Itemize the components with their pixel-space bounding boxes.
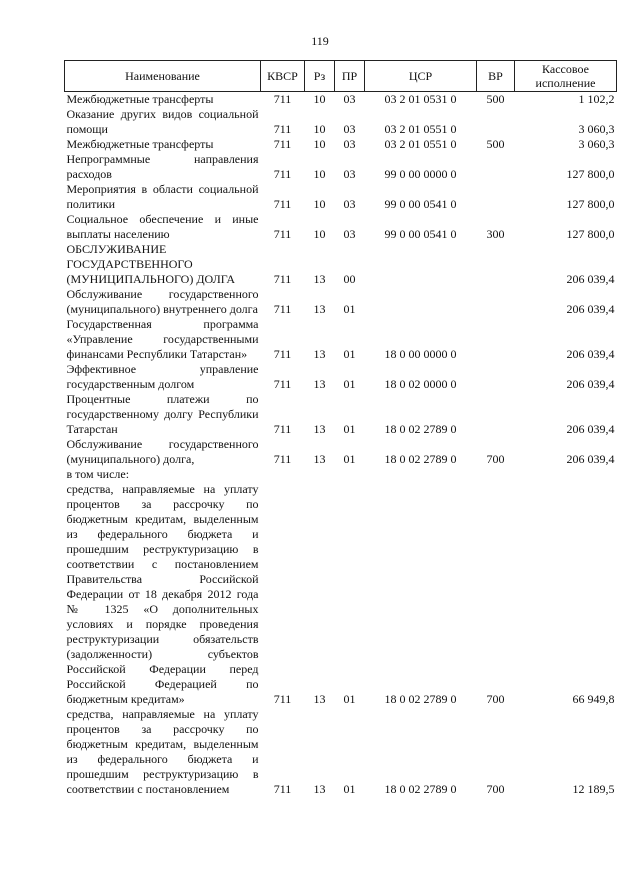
table-row bbox=[65, 152, 617, 182]
cell-name: Непрограммные направления расходов bbox=[66, 152, 259, 181]
header-kvsr: КВСР bbox=[261, 61, 305, 92]
cell-sum: 66 949,8 bbox=[572, 692, 615, 706]
cell-pr: 01 bbox=[343, 452, 356, 466]
cell-csr: 18 0 02 0000 0 bbox=[384, 377, 457, 391]
cell-csr bbox=[365, 242, 477, 287]
cell-rz: 13 bbox=[313, 692, 326, 706]
cell-kvsr: 711 bbox=[273, 227, 292, 241]
cell-rz: 13 bbox=[313, 272, 326, 286]
cell-csr: 18 0 02 2789 0 bbox=[384, 692, 457, 706]
cell-name: Межбюджетные трансферты bbox=[66, 137, 214, 151]
cell-csr bbox=[365, 467, 477, 482]
cell-pr: 03 bbox=[343, 122, 356, 136]
cell-vr bbox=[477, 287, 515, 317]
table-row bbox=[65, 137, 617, 152]
cell-pr: 03 bbox=[343, 227, 356, 241]
cell-vr bbox=[477, 182, 515, 212]
cell-rz: 10 bbox=[313, 167, 326, 181]
cell-pr bbox=[335, 467, 365, 482]
cell-pr: 01 bbox=[343, 692, 356, 706]
cell-sum: 12 189,5 bbox=[572, 782, 615, 796]
cell-name: Межбюджетные трансферты bbox=[66, 92, 214, 106]
cell-kvsr: 711 bbox=[273, 122, 292, 136]
table-row bbox=[65, 212, 617, 242]
table-row bbox=[65, 362, 617, 392]
cell-rz bbox=[305, 467, 335, 482]
header-pr: ПР bbox=[335, 61, 365, 92]
cell-name: Государственная программа «Управление государственными финансами Республики Татарстан» bbox=[66, 317, 259, 361]
table-header bbox=[65, 61, 617, 92]
cell-kvsr: 711 bbox=[273, 782, 292, 796]
cell-kvsr: 711 bbox=[273, 92, 292, 106]
header-sum: Кассовое исполнение bbox=[515, 61, 617, 92]
table-row bbox=[65, 107, 617, 137]
cell-pr: 01 bbox=[343, 422, 356, 436]
header-rz: Рз bbox=[305, 61, 335, 92]
cell-csr: 03 2 01 0551 0 bbox=[384, 122, 457, 136]
cell-kvsr: 711 bbox=[273, 272, 292, 286]
cell-csr: 18 0 02 2789 0 bbox=[384, 422, 457, 436]
cell-sum: 127 800,0 bbox=[566, 227, 615, 241]
cell-rz: 10 bbox=[313, 122, 326, 136]
cell-rz: 13 bbox=[313, 452, 326, 466]
cell-sum bbox=[515, 467, 617, 482]
cell-pr: 01 bbox=[343, 347, 356, 361]
table-row bbox=[65, 317, 617, 362]
cell-pr: 01 bbox=[343, 302, 356, 316]
header-vr: ВР bbox=[477, 61, 515, 92]
cell-name: Мероприятия в области социальной политики bbox=[66, 182, 259, 211]
cell-sum: 206 039,4 bbox=[566, 452, 615, 466]
cell-vr: 300 bbox=[486, 227, 505, 241]
cell-rz: 10 bbox=[313, 92, 326, 106]
cell-sum: 206 039,4 bbox=[566, 422, 615, 436]
cell-vr: 700 bbox=[486, 452, 505, 466]
cell-vr bbox=[477, 242, 515, 287]
cell-csr: 03 2 01 0531 0 bbox=[384, 92, 457, 106]
table-row bbox=[65, 467, 617, 482]
cell-csr: 99 0 00 0541 0 bbox=[384, 227, 457, 241]
cell-name: средства, направляемые на уплату процентов за рассрочку по бюджетным кредитам, выделенным из федерального бюджета и прошедшим реструктуризацию в соответствии с постановлением Правительства Российской Федерации от 18 декабря 2012 года № 1325 «О дополнительных условиях и порядке проведения реструктуризации обязательств (задолженности) субъектов Российской Федерации перед Российской Федерацией по бюджетным кредитам» bbox=[66, 482, 259, 706]
cell-kvsr: 711 bbox=[273, 302, 292, 316]
cell-kvsr: 711 bbox=[273, 167, 292, 181]
cell-csr bbox=[365, 287, 477, 317]
cell-vr bbox=[477, 107, 515, 137]
cell-name: средства, направляемые на уплату процентов за рассрочку по бюджетным кредитам, выделенным из федерального бюджета и прошедшим реструктуризацию в соответствии с постановлением bbox=[66, 707, 259, 796]
cell-kvsr: 711 bbox=[273, 422, 292, 436]
cell-vr: 700 bbox=[486, 782, 505, 796]
cell-vr bbox=[477, 362, 515, 392]
cell-vr bbox=[477, 152, 515, 182]
cell-sum: 206 039,4 bbox=[566, 377, 615, 391]
table-row bbox=[65, 707, 617, 797]
table-row bbox=[65, 242, 617, 287]
cell-vr bbox=[477, 317, 515, 362]
cell-rz: 13 bbox=[313, 347, 326, 361]
cell-name: в том числе: bbox=[66, 467, 130, 481]
cell-pr: 00 bbox=[343, 272, 356, 286]
cell-name: Процентные платежи по государственному долгу Республики Татарстан bbox=[66, 392, 259, 436]
cell-kvsr: 711 bbox=[273, 137, 292, 151]
cell-sum: 3 060,3 bbox=[578, 122, 615, 136]
cell-rz: 10 bbox=[313, 197, 326, 211]
table-row bbox=[65, 287, 617, 317]
cell-pr: 03 bbox=[343, 197, 356, 211]
cell-sum: 206 039,4 bbox=[566, 347, 615, 361]
cell-sum: 127 800,0 bbox=[566, 167, 615, 181]
table-row bbox=[65, 437, 617, 467]
cell-name: Социальное обеспечение и иные выплаты населению bbox=[66, 212, 259, 241]
table-row bbox=[65, 182, 617, 212]
cell-rz: 13 bbox=[313, 782, 326, 796]
cell-kvsr: 711 bbox=[273, 452, 292, 466]
cell-kvsr: 711 bbox=[273, 197, 292, 211]
cell-name: Обслуживание государственного (муниципального) долга, bbox=[66, 437, 259, 466]
cell-kvsr: 711 bbox=[273, 347, 292, 361]
cell-name: Обслуживание государственного (муниципального) внутреннего долга bbox=[66, 287, 259, 316]
cell-rz: 13 bbox=[313, 302, 326, 316]
cell-rz: 10 bbox=[313, 137, 326, 151]
cell-name: Оказание других видов социальной помощи bbox=[66, 107, 259, 136]
table-row bbox=[65, 92, 617, 108]
cell-csr: 18 0 00 0000 0 bbox=[384, 347, 457, 361]
table-body bbox=[65, 92, 617, 798]
cell-pr: 01 bbox=[343, 782, 356, 796]
cell-vr: 700 bbox=[486, 692, 505, 706]
header-name: Наименование bbox=[65, 61, 261, 92]
cell-sum: 127 800,0 bbox=[566, 197, 615, 211]
cell-sum: 1 102,2 bbox=[578, 92, 615, 106]
cell-pr: 01 bbox=[343, 377, 356, 391]
cell-csr: 18 0 02 2789 0 bbox=[384, 782, 457, 796]
cell-kvsr: 711 bbox=[273, 692, 292, 706]
cell-sum: 206 039,4 bbox=[566, 302, 615, 316]
cell-kvsr bbox=[261, 467, 305, 482]
table-row bbox=[65, 482, 617, 707]
cell-rz: 13 bbox=[313, 422, 326, 436]
cell-kvsr: 711 bbox=[273, 377, 292, 391]
cell-csr: 99 0 00 0000 0 bbox=[384, 167, 457, 181]
cell-pr: 03 bbox=[343, 167, 356, 181]
cell-vr bbox=[477, 392, 515, 437]
cell-name: Эффективное управление государственным долгом bbox=[66, 362, 259, 391]
cell-sum: 206 039,4 bbox=[566, 272, 615, 286]
cell-vr: 500 bbox=[486, 137, 505, 151]
cell-csr: 18 0 02 2789 0 bbox=[384, 452, 457, 466]
cell-csr: 99 0 00 0541 0 bbox=[384, 197, 457, 211]
cell-vr: 500 bbox=[486, 92, 505, 106]
cell-pr: 03 bbox=[343, 137, 356, 151]
budget-table bbox=[64, 60, 617, 797]
cell-rz: 13 bbox=[313, 377, 326, 391]
table-row bbox=[65, 392, 617, 437]
cell-pr: 03 bbox=[343, 92, 356, 106]
cell-sum: 3 060,3 bbox=[578, 137, 615, 151]
cell-rz: 10 bbox=[313, 227, 326, 241]
cell-name: ОБСЛУЖИВАНИЕ ГОСУДАРСТВЕННОГО (МУНИЦИПАЛЬНОГО) ДОЛГА bbox=[66, 242, 236, 286]
cell-csr: 03 2 01 0551 0 bbox=[384, 137, 457, 151]
page-number: 119 bbox=[311, 34, 329, 48]
header-csr: ЦСР bbox=[365, 61, 477, 92]
cell-vr bbox=[477, 467, 515, 482]
